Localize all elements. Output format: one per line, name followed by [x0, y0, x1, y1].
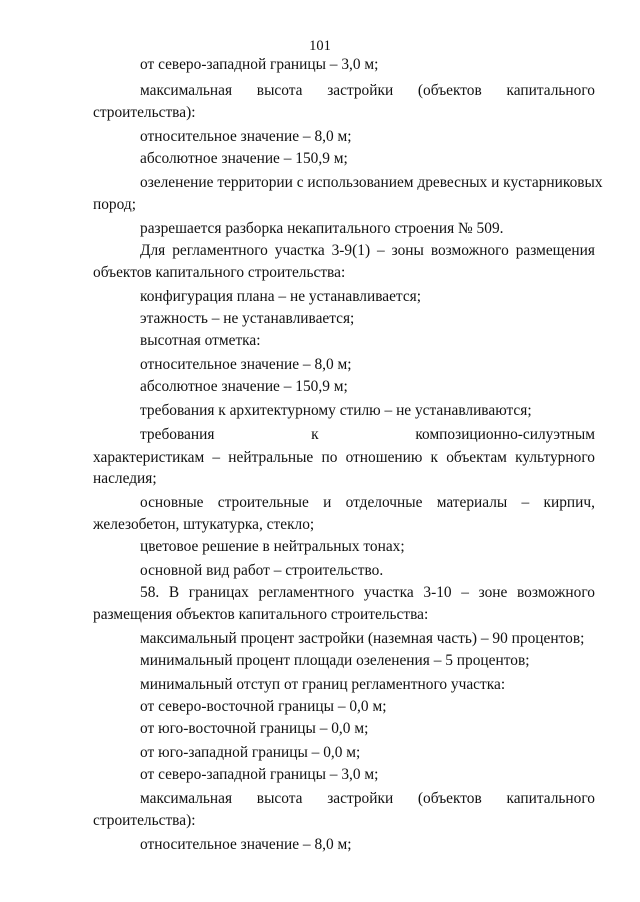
- text-line: строительства):: [93, 812, 196, 829]
- text-word: высота: [256, 790, 303, 807]
- text-word: по: [321, 449, 338, 466]
- text-word: объектам: [446, 449, 507, 466]
- text-word: капитального: [506, 82, 595, 99]
- text-word: и: [323, 494, 332, 511]
- text-word: 58.: [140, 584, 160, 601]
- text-line: наследия;: [93, 470, 157, 487]
- text-line: [140, 789, 595, 809]
- text-word: возможного: [516, 584, 595, 601]
- text-word: Для: [140, 242, 166, 259]
- text-word: регламентного: [172, 242, 268, 259]
- text-word: максимальная: [140, 790, 233, 807]
- text-line: конфигурация плана – не устанавливается;: [140, 288, 422, 305]
- text-line: минимальный отступ от границ регламентного участка:: [140, 676, 506, 693]
- text-word: застройки: [327, 82, 394, 99]
- text-word: отделочные: [345, 494, 423, 511]
- text-word: участка: [274, 242, 325, 259]
- text-word: требования: [140, 426, 215, 443]
- text-line: [140, 81, 595, 101]
- text-line: [93, 448, 595, 468]
- text-line: [140, 583, 595, 603]
- text-word: 3-10: [423, 584, 452, 601]
- text-word: материалы: [436, 494, 508, 511]
- text-line: цветовое решение в нейтральных тонах;: [140, 538, 405, 555]
- text-line: размещения объектов капитального строительства:: [93, 606, 429, 623]
- text-line: разрешается разборка некапитального строения № 509.: [140, 220, 504, 237]
- text-word: зоне: [478, 584, 508, 601]
- text-line: [140, 493, 595, 513]
- page-number: 101: [309, 38, 331, 54]
- text-word: зоны: [391, 242, 424, 259]
- text-line: от юго-западной границы – 0,0 м;: [140, 744, 361, 761]
- text-line: от северо-западной границы – 3,0 м;: [140, 56, 379, 73]
- text-line: требования к архитектурному стилю – не устанавливаются;: [140, 402, 532, 419]
- text-word: застройки: [327, 790, 394, 807]
- text-word: высота: [256, 82, 303, 99]
- text-word: –: [377, 242, 385, 259]
- text-word: В: [168, 584, 180, 601]
- text-word: –: [212, 449, 221, 466]
- text-word: возможного: [430, 242, 509, 259]
- text-word: 3-9(1): [331, 242, 371, 259]
- text-line: железобетон, штукатурка, стекло;: [93, 516, 315, 533]
- text-word: капитального: [506, 790, 595, 807]
- text-word: к: [430, 449, 439, 466]
- text-word: регламентного: [258, 584, 355, 601]
- text-line: высотная отметка:: [140, 332, 261, 349]
- text-word: нейтральные: [228, 449, 314, 466]
- text-word: (объектов: [417, 790, 482, 807]
- text-word: культурного: [515, 449, 595, 466]
- text-word: границах: [188, 584, 249, 601]
- text-line: пород;: [93, 196, 136, 213]
- text-word: –: [521, 494, 530, 511]
- text-line: максимальный процент застройки (наземная часть) – 90 процентов;: [140, 630, 585, 647]
- text-word: к: [311, 426, 319, 443]
- text-line: от северо-восточной границы – 0,0 м;: [140, 698, 387, 715]
- text-word: максимальная: [140, 82, 233, 99]
- text-word: отношению: [345, 449, 423, 466]
- text-line: основной вид работ – строительство.: [140, 562, 384, 579]
- text-line: озеленение территории с использованием древесных и кустарниковых: [140, 174, 603, 191]
- text-line: от юго-восточной границы – 0,0 м;: [140, 720, 369, 737]
- text-line: строительства):: [93, 104, 196, 121]
- text-line: абсолютное значение – 150,9 м;: [140, 378, 348, 395]
- text-line: абсолютное значение – 150,9 м;: [140, 150, 348, 167]
- text-line: относительное значение – 8,0 м;: [140, 836, 352, 853]
- text-line: минимальный процент площади озеленения – 5 процентов;: [140, 652, 530, 669]
- text-word: участка: [363, 584, 414, 601]
- text-line: объектов капитального строительства:: [93, 264, 346, 281]
- text-word: кирпич,: [543, 494, 595, 511]
- text-word: размещения: [515, 242, 595, 259]
- text-line: относительное значение – 8,0 м;: [140, 128, 352, 145]
- text-line: [140, 425, 595, 445]
- text-line: этажность – не устанавливается;: [140, 310, 355, 327]
- text-word: композиционно-силуэтным: [415, 426, 595, 443]
- text-word: характеристикам: [93, 449, 205, 466]
- text-word: (объектов: [417, 82, 482, 99]
- text-word: строительные: [217, 494, 309, 511]
- text-line: [140, 241, 595, 261]
- text-word: основные: [140, 494, 204, 511]
- text-line: от северо-западной границы – 3,0 м;: [140, 766, 379, 783]
- text-line: относительное значение – 8,0 м;: [140, 356, 352, 373]
- text-word: –: [461, 584, 469, 601]
